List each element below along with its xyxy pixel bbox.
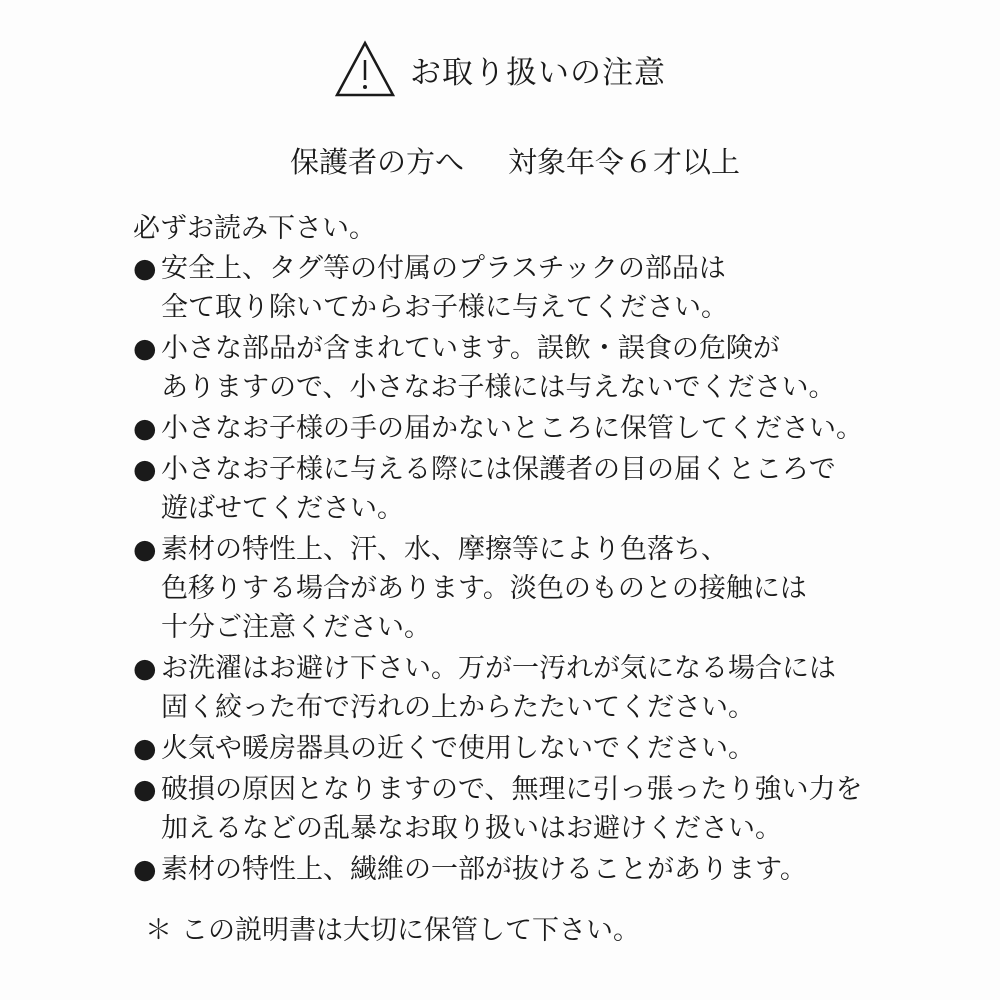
asterisk-mark: ＊ xyxy=(145,915,172,946)
caution-item xyxy=(133,770,973,848)
caution-item xyxy=(133,729,973,768)
caution-line-continued xyxy=(133,489,973,528)
caution-text: 全て取り除いてからお子様に与えてください。 xyxy=(161,292,728,323)
caution-text: 色移りする場合があります。淡色のものとの接触には xyxy=(161,573,807,604)
bullet-icon: ● xyxy=(133,253,157,284)
bullet-icon: ● xyxy=(133,534,157,565)
subheader xyxy=(290,140,740,181)
caution-text: 小さな部品が含まれています。誤飲・誤食の危険が xyxy=(161,333,780,364)
caution-item xyxy=(133,249,973,327)
caution-line-continued xyxy=(133,569,973,608)
caution-text: 十分ご注意ください。 xyxy=(161,612,431,643)
caution-line xyxy=(133,329,973,368)
warning-triangle-icon xyxy=(334,40,396,98)
caution-item xyxy=(133,530,973,647)
footnote xyxy=(145,908,640,947)
caution-text: 小さなお子様に与える際には保護者の目の届くところで xyxy=(161,454,836,485)
caution-line xyxy=(133,649,973,688)
caution-item xyxy=(133,409,973,448)
caution-line xyxy=(133,770,973,809)
footnote-text: この説明書は大切に保管して下さい。 xyxy=(181,915,640,946)
page-title: お取り扱いの注意 xyxy=(410,54,666,91)
caution-text: 小さなお子様の手の届かないところに保管してください。 xyxy=(161,413,863,444)
bullet-icon: ● xyxy=(133,733,157,764)
caution-text: 破損の原因となりますので、無理に引っ張ったり強い力を xyxy=(161,774,863,805)
bullet-icon: ● xyxy=(133,454,157,485)
intro-text: 必ずお読み下さい。 xyxy=(133,213,376,244)
caution-line-continued xyxy=(133,288,973,327)
caution-line xyxy=(133,409,973,448)
caution-text: ありますので、小さなお子様には与えないでください。 xyxy=(161,372,836,403)
caution-line xyxy=(133,249,973,288)
caution-item xyxy=(133,329,973,407)
caution-line-continued xyxy=(133,809,973,848)
caution-line xyxy=(133,729,973,768)
age-requirement: 対象年令６才以上 xyxy=(508,145,741,179)
header xyxy=(0,40,1000,98)
caution-item xyxy=(133,450,973,528)
bullet-icon: ● xyxy=(133,333,157,364)
caution-line-continued xyxy=(133,688,973,727)
bullet-icon: ● xyxy=(133,854,157,885)
caution-line-continued xyxy=(133,368,973,407)
bullet-icon: ● xyxy=(133,774,157,805)
caution-line xyxy=(133,530,973,569)
caution-line-continued xyxy=(133,608,973,647)
caution-text: 素材の特性上、繊維の一部が抜けることがあります。 xyxy=(161,854,807,885)
caution-line xyxy=(133,850,973,889)
caution-text: 固く絞った布で汚れの上からたたいてください。 xyxy=(161,692,755,723)
caution-text: 素材の特性上、汗、水、摩擦等により色落ち、 xyxy=(161,534,728,565)
caution-line xyxy=(133,450,973,489)
caution-list xyxy=(133,249,973,891)
audience-label: 保護者の方へ xyxy=(290,145,465,179)
caution-text: 遊ばせてください。 xyxy=(161,493,404,524)
caution-text: 火気や暖房器具の近くで使用しないでください。 xyxy=(161,733,755,764)
bullet-icon: ● xyxy=(133,653,157,684)
caution-text: 加えるなどの乱暴なお取り扱いはお避けください。 xyxy=(161,813,782,844)
caution-item xyxy=(133,649,973,727)
caution-item xyxy=(133,850,973,889)
bullet-icon: ● xyxy=(133,413,157,444)
caution-text: お洗濯はお避け下さい。万が一汚れが気になる場合には xyxy=(161,653,836,684)
caution-text: 安全上、タグ等の付属のプラスチックの部品は xyxy=(161,253,726,284)
